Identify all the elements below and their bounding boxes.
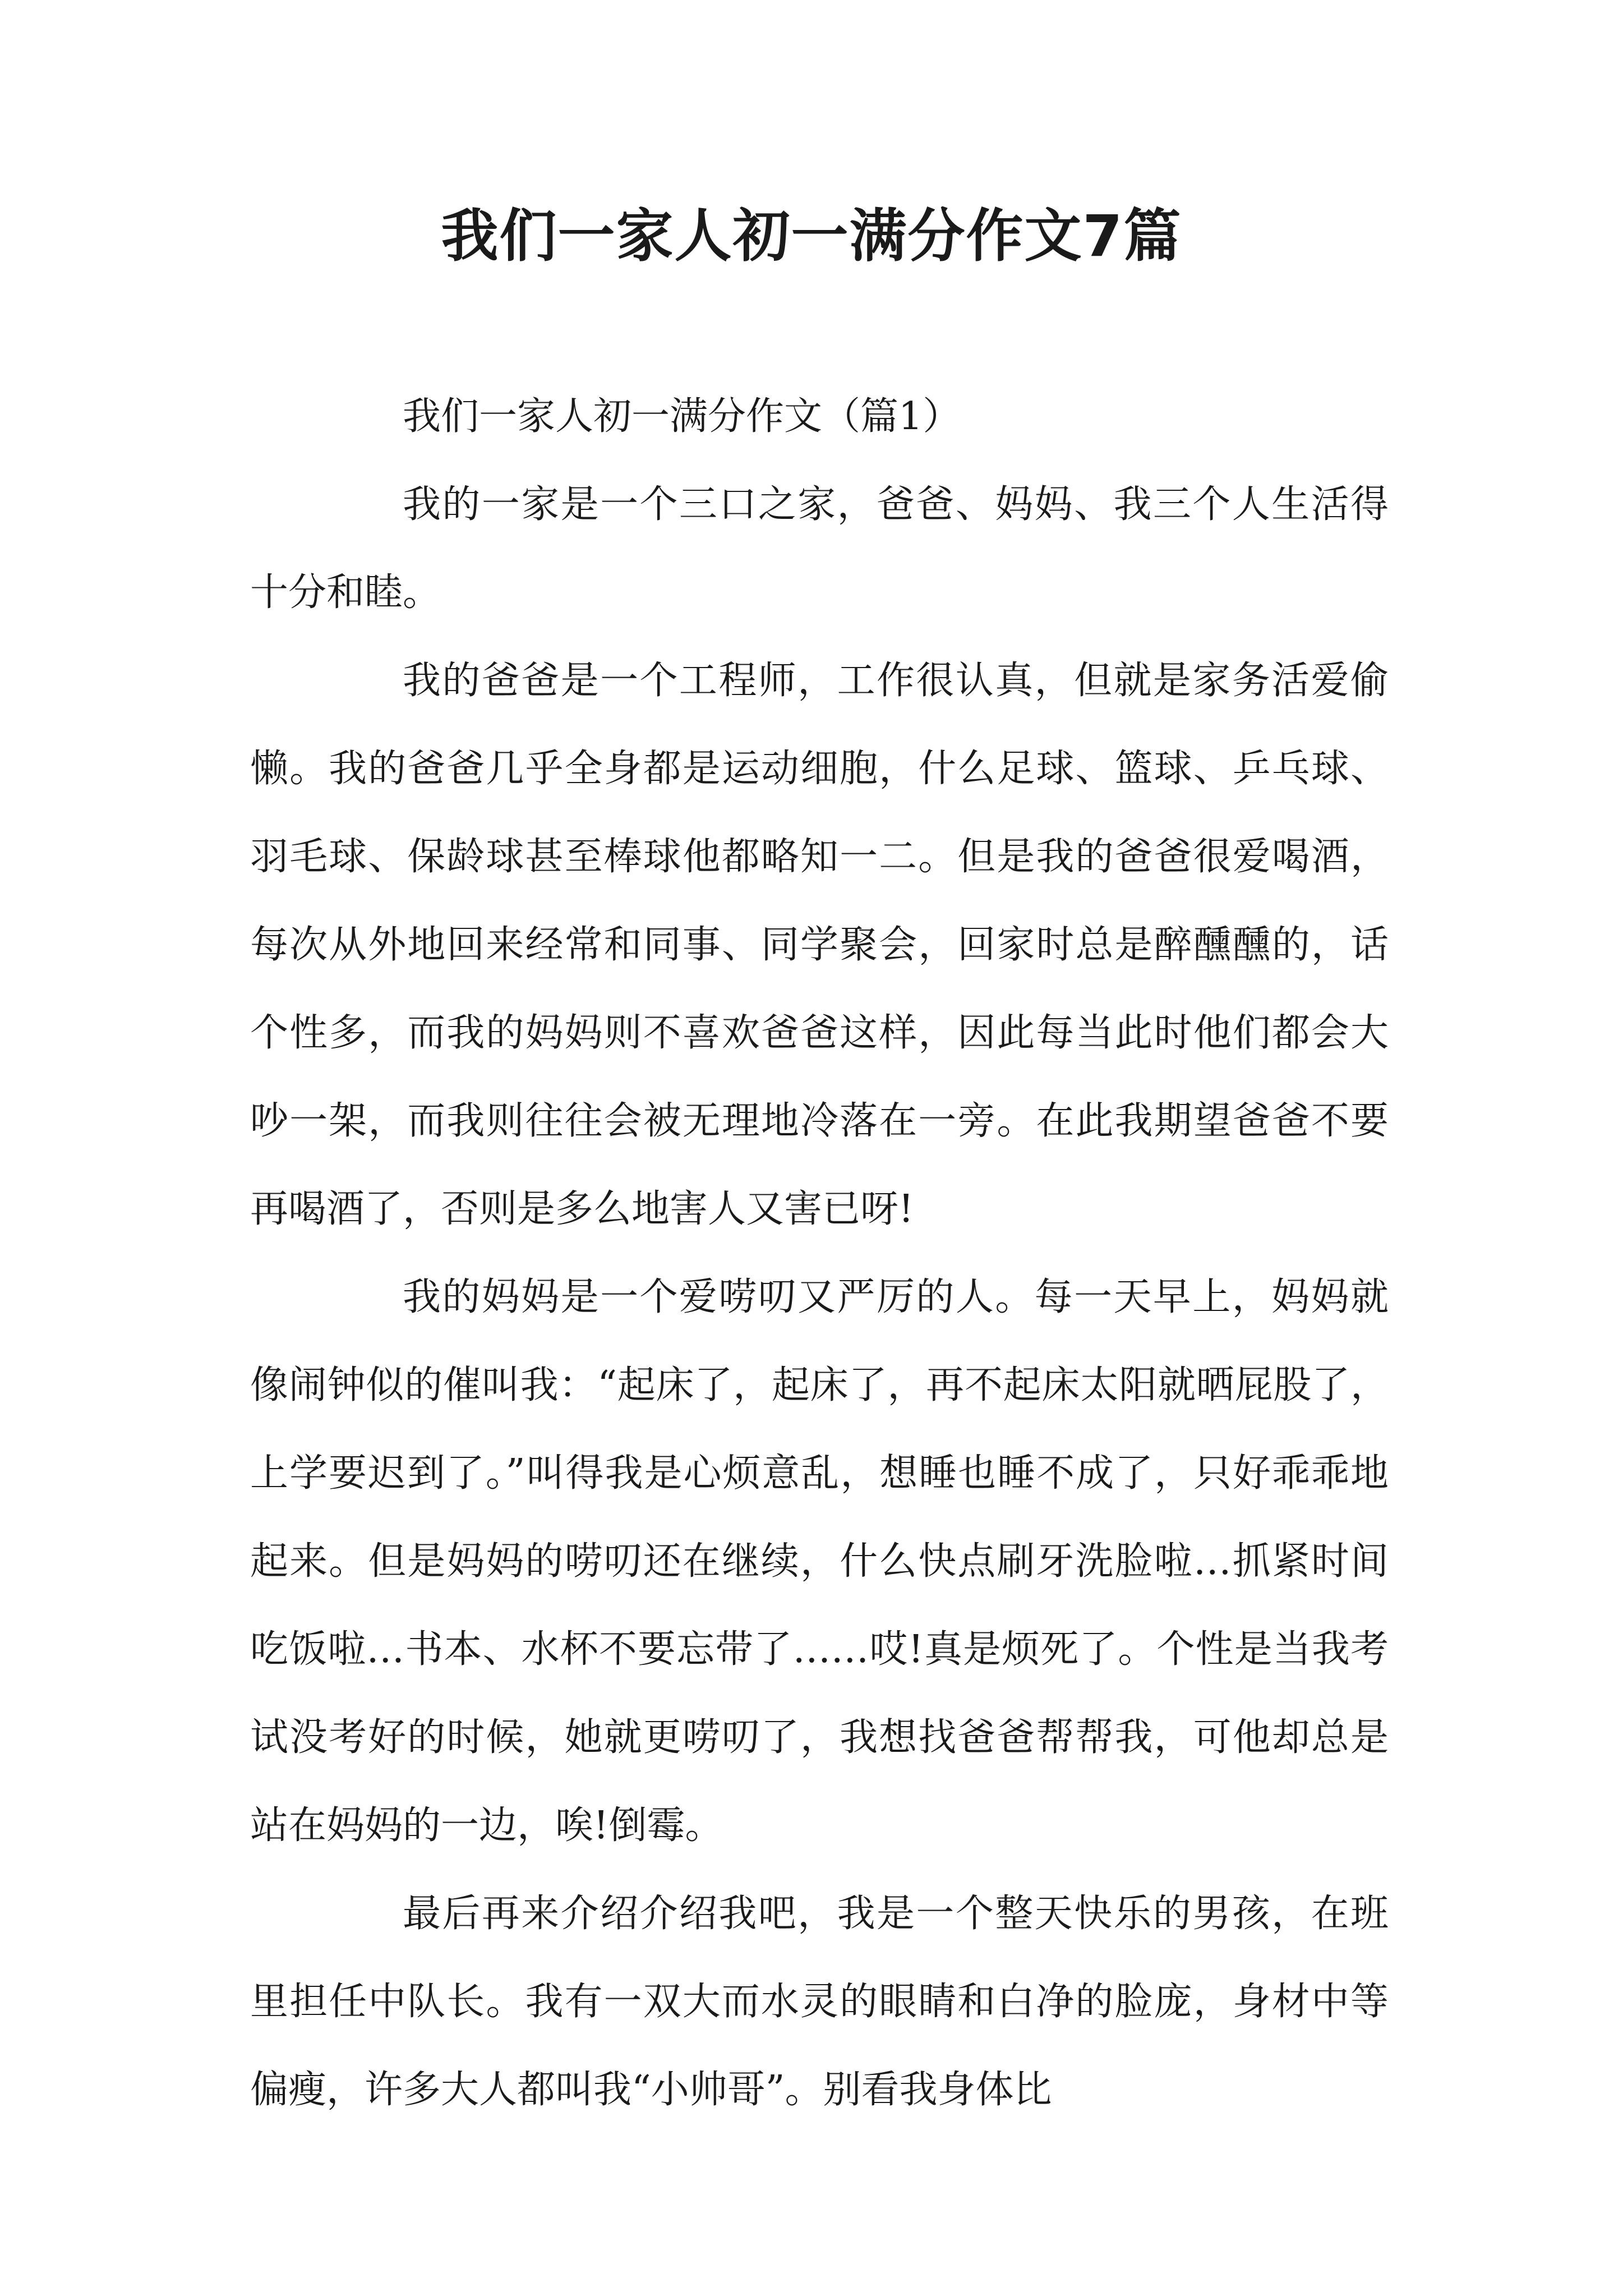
- section-heading: 我们一家人初一满分作文（篇1）: [403, 394, 961, 439]
- document-body: [250, 372, 1389, 2134]
- paragraph: 我的妈妈是一个爱唠叨又严厉的人。每一天早上，妈妈就像闹钟似的催叫我：“起床了，起床了，再不起床太阳就晒屁股了，上学要迟到了。”叫得我是心烦意乱，想睡也睡不成了，只好乖乖地起来。但是妈妈的唠叨还在继续，什么快点刷牙洗脸啦…抓紧时间吃饭啦…书本、水杯不要忘带了……哎!真是烦死了。个性是当我考试没考好的时候，她就更唠叨了，我想找爸爸帮帮我，可他却总是站在妈妈的一边，唉!倒霉。: [250, 1275, 1389, 1848]
- paragraph: 我的一家是一个三口之家，爸爸、妈妈、我三个人生活得十分和睦。: [250, 482, 1389, 615]
- paragraph: 我的爸爸是一个工程师，工作很认真，但就是家务活爱偷懒。我的爸爸几乎全身都是运动细胞，什么足球、篮球、乒乓球、羽毛球、保龄球甚至棒球他都略知一二。但是我的爸爸很爱喝酒，每次从外地回来经常和同事、同学聚会，回家时总是醉醺醺的，话个性多，而我的妈妈则不喜欢爸爸这样，因此每当此时他们都会大吵一架，而我则往往会被无理地冷落在一旁。在此我期望爸爸不要再喝酒了，否则是多么地害人又害已呀!: [250, 659, 1389, 1231]
- paragraph: 最后再来介绍介绍我吧，我是一个整天快乐的男孩，在班里担任中队长。我有一双大而水灵的眼睛和白净的脸庞，身材中等偏瘦，许多大人都叫我“小帅哥”。别看我身体比: [250, 1892, 1389, 2112]
- document-title: 我们一家人初一满分作文7篇: [441, 203, 1182, 270]
